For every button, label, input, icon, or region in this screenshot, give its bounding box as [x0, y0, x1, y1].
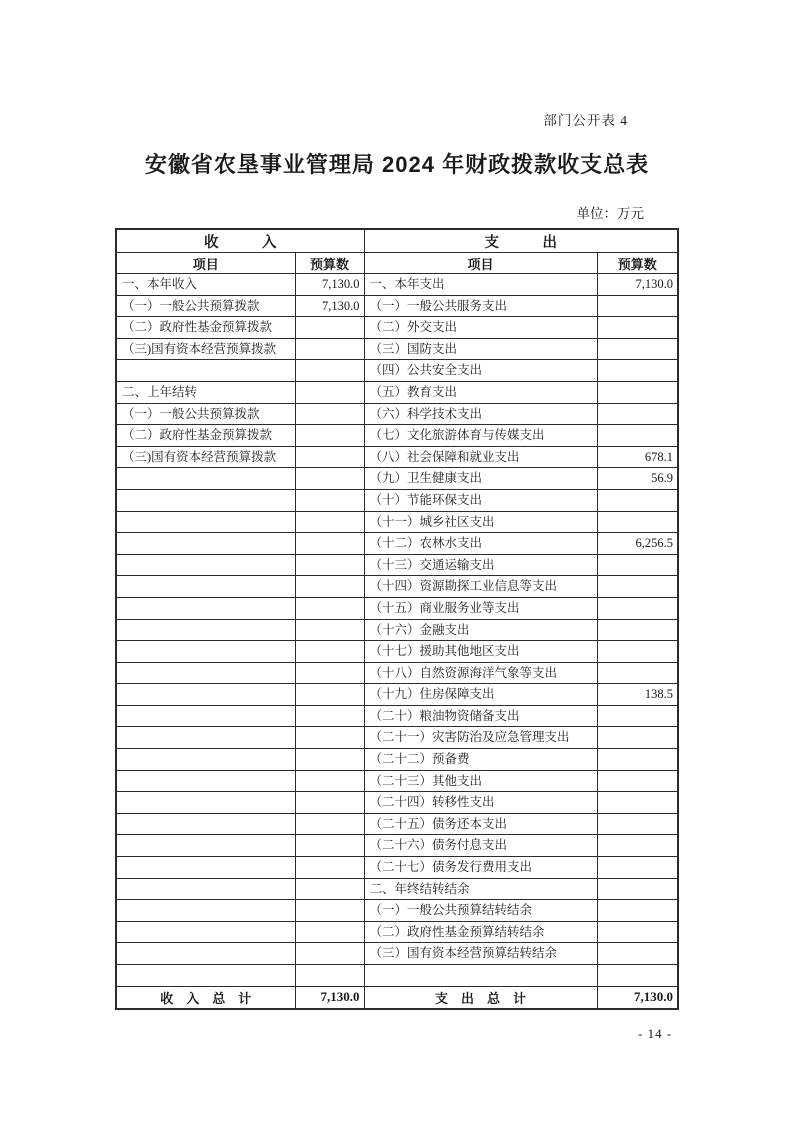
expense-budget-cell	[597, 965, 678, 987]
expense-item-cell: （三）国有资本经营预算结转结余	[364, 943, 597, 965]
total-row	[116, 986, 678, 1009]
expense-budget-cell	[597, 403, 678, 425]
expense-item-cell: （十九）住房保障支出	[364, 684, 597, 706]
income-budget-cell	[295, 813, 364, 835]
expense-budget-cell: 6,256.5	[597, 533, 678, 555]
table-row	[116, 662, 678, 684]
expense-item-cell	[364, 965, 597, 987]
income-budget-cell	[295, 921, 364, 943]
table-row	[116, 619, 678, 641]
expense-budget-cell	[597, 835, 678, 857]
income-item-cell	[116, 857, 295, 879]
income-item-cell	[116, 965, 295, 987]
table-row	[116, 900, 678, 922]
income-item-cell: （三)国有资本经营预算拨款	[116, 446, 295, 468]
income-budget-cell	[295, 662, 364, 684]
expense-item-cell: （十六）金融支出	[364, 619, 597, 641]
expense-item-column-header: 项目	[364, 253, 597, 274]
income-item-cell	[116, 770, 295, 792]
income-item-cell	[116, 641, 295, 663]
table-row	[116, 274, 678, 296]
expense-budget-cell	[597, 619, 678, 641]
income-budget-cell	[295, 446, 364, 468]
table-row	[116, 749, 678, 771]
expense-budget-cell	[597, 705, 678, 727]
table-row	[116, 943, 678, 965]
income-item-cell	[116, 792, 295, 814]
income-item-cell	[116, 835, 295, 857]
expense-item-cell: （二十七）债务发行费用支出	[364, 857, 597, 879]
expense-budget-cell	[597, 317, 678, 339]
table-row	[116, 641, 678, 663]
expense-budget-cell	[597, 749, 678, 771]
table-row	[116, 921, 678, 943]
income-item-cell: （一）一般公共预算拨款	[116, 403, 295, 425]
income-budget-cell	[295, 597, 364, 619]
table-row	[116, 403, 678, 425]
expense-item-cell: （二十四）转移性支出	[364, 792, 597, 814]
expense-item-cell: （十二）农林水支出	[364, 533, 597, 555]
expense-item-cell: （十四）资源勘探工业信息等支出	[364, 576, 597, 598]
table-row	[116, 857, 678, 879]
income-budget-cell	[295, 835, 364, 857]
income-item-cell	[116, 576, 295, 598]
income-budget-cell	[295, 533, 364, 555]
expense-item-cell: （九）卫生健康支出	[364, 468, 597, 490]
expense-item-cell: （五）教育支出	[364, 381, 597, 403]
income-item-cell	[116, 900, 295, 922]
income-item-cell	[116, 662, 295, 684]
expense-budget-cell	[597, 792, 678, 814]
income-item-cell	[116, 943, 295, 965]
table-row	[116, 317, 678, 339]
page-title: 安徽省农垦事业管理局 2024 年财政拨款收支总表	[144, 152, 650, 177]
expense-section-header: 支 出	[364, 229, 678, 253]
table-row	[116, 792, 678, 814]
expense-budget-cell	[597, 813, 678, 835]
table-row	[116, 489, 678, 511]
expense-budget-cell	[597, 597, 678, 619]
income-budget-cell	[295, 641, 364, 663]
income-item-cell	[116, 619, 295, 641]
expense-budget-cell	[597, 921, 678, 943]
expense-item-cell: （二十一）灾害防治及应急管理支出	[364, 727, 597, 749]
income-budget-cell	[295, 403, 364, 425]
expense-item-cell: （二）外交支出	[364, 317, 597, 339]
income-item-cell	[116, 554, 295, 576]
income-item-cell	[116, 749, 295, 771]
expense-budget-cell	[597, 727, 678, 749]
income-item-cell	[116, 468, 295, 490]
expense-budget-cell	[597, 857, 678, 879]
income-budget-cell	[295, 749, 364, 771]
expense-item-cell: （二十）粮油物资储备支出	[364, 705, 597, 727]
income-section-header: 收 入	[116, 229, 364, 253]
expense-budget-cell	[597, 381, 678, 403]
expense-budget-cell	[597, 338, 678, 360]
table-row	[116, 425, 678, 447]
income-budget-cell	[295, 360, 364, 382]
table-row	[116, 727, 678, 749]
income-item-cell	[116, 360, 295, 382]
expense-budget-cell: 678.1	[597, 446, 678, 468]
table-row	[116, 965, 678, 987]
expense-budget-cell: 7,130.0	[597, 274, 678, 296]
income-budget-cell	[295, 965, 364, 987]
table-row	[116, 533, 678, 555]
table-row	[116, 338, 678, 360]
income-budget-cell	[295, 943, 364, 965]
income-budget-cell: 7,130.0	[295, 295, 364, 317]
expense-item-cell: （十七）援助其他地区支出	[364, 641, 597, 663]
expense-budget-cell	[597, 641, 678, 663]
expense-item-cell: （一）一般公共服务支出	[364, 295, 597, 317]
expense-item-cell: （十）节能环保支出	[364, 489, 597, 511]
income-item-cell	[116, 489, 295, 511]
expense-item-cell: （十三）交通运输支出	[364, 554, 597, 576]
table-row	[116, 554, 678, 576]
expense-budget-cell	[597, 489, 678, 511]
income-budget-cell	[295, 684, 364, 706]
column-header-row	[116, 253, 678, 274]
expense-budget-cell: 138.5	[597, 684, 678, 706]
income-item-cell: （一）一般公共预算拨款	[116, 295, 295, 317]
expense-budget-cell	[597, 943, 678, 965]
expense-budget-cell	[597, 662, 678, 684]
income-budget-cell	[295, 338, 364, 360]
income-total-label: 收 入 总 计	[116, 986, 295, 1009]
table-row	[116, 813, 678, 835]
expense-item-cell: （四）公共安全支出	[364, 360, 597, 382]
income-item-cell	[116, 533, 295, 555]
expense-total-label: 支 出 总 计	[364, 986, 597, 1009]
income-total-value: 7,130.0	[295, 986, 364, 1009]
income-item-cell: 二、上年结转	[116, 381, 295, 403]
expense-budget-cell: 56.9	[597, 468, 678, 490]
income-item-cell: 一、本年收入	[116, 274, 295, 296]
table-row	[116, 446, 678, 468]
income-item-cell	[116, 813, 295, 835]
expense-budget-cell	[597, 576, 678, 598]
income-item-cell	[116, 921, 295, 943]
table-row	[116, 770, 678, 792]
table-row	[116, 878, 678, 900]
expense-item-cell: （二十三）其他支出	[364, 770, 597, 792]
income-budget-cell	[295, 727, 364, 749]
income-item-column-header: 项目	[116, 253, 295, 274]
expense-budget-cell	[597, 425, 678, 447]
expense-budget-column-header: 预算数	[597, 253, 678, 274]
income-budget-column-header: 预算数	[295, 253, 364, 274]
table-body	[116, 274, 678, 987]
expense-item-cell: （二十二）预备费	[364, 749, 597, 771]
table-row	[116, 511, 678, 533]
section-header-row	[116, 229, 678, 253]
expense-total-value: 7,130.0	[597, 986, 678, 1009]
budget-table	[115, 228, 679, 1010]
income-item-cell: （三)国有资本经营预算拨款	[116, 338, 295, 360]
income-budget-cell	[295, 857, 364, 879]
income-budget-cell	[295, 878, 364, 900]
income-budget-cell	[295, 705, 364, 727]
table-row	[116, 468, 678, 490]
expense-item-cell: （二）政府性基金预算结转结余	[364, 921, 597, 943]
expense-budget-cell	[597, 511, 678, 533]
income-budget-cell	[295, 576, 364, 598]
income-budget-cell	[295, 619, 364, 641]
income-item-cell	[116, 727, 295, 749]
income-budget-cell	[295, 900, 364, 922]
expense-item-cell: （十一）城乡社区支出	[364, 511, 597, 533]
form-label: 部门公开表 4	[543, 113, 628, 128]
expense-item-cell: 二、年终结转结余	[364, 878, 597, 900]
expense-item-cell: （七）文化旅游体育与传媒支出	[364, 425, 597, 447]
expense-budget-cell	[597, 770, 678, 792]
income-item-cell: （二）政府性基金预算拨款	[116, 317, 295, 339]
table-row	[116, 381, 678, 403]
income-item-cell	[116, 684, 295, 706]
expense-budget-cell	[597, 295, 678, 317]
income-budget-cell	[295, 489, 364, 511]
income-item-cell	[116, 511, 295, 533]
expense-item-cell: （一）一般公共预算结转结余	[364, 900, 597, 922]
income-budget-cell	[295, 770, 364, 792]
income-budget-cell	[295, 792, 364, 814]
expense-item-cell: （十八）自然资源海洋气象等支出	[364, 662, 597, 684]
expense-item-cell: （十五）商业服务业等支出	[364, 597, 597, 619]
page-number: - 14 -	[638, 1026, 673, 1041]
expense-budget-cell	[597, 878, 678, 900]
income-budget-cell: 7,130.0	[295, 274, 364, 296]
table-row	[116, 684, 678, 706]
table-row	[116, 705, 678, 727]
unit-label: 单位：万元	[576, 206, 644, 221]
expense-item-cell: （二十五）债务还本支出	[364, 813, 597, 835]
income-item-cell	[116, 705, 295, 727]
income-budget-cell	[295, 425, 364, 447]
expense-budget-cell	[597, 900, 678, 922]
income-budget-cell	[295, 554, 364, 576]
table-row	[116, 360, 678, 382]
income-item-cell	[116, 597, 295, 619]
income-item-cell: （二）政府性基金预算拨款	[116, 425, 295, 447]
expense-budget-cell	[597, 554, 678, 576]
income-item-cell	[116, 878, 295, 900]
expense-item-cell: （三）国防支出	[364, 338, 597, 360]
expense-item-cell: （二十六）债务付息支出	[364, 835, 597, 857]
income-budget-cell	[295, 381, 364, 403]
table-row	[116, 597, 678, 619]
income-budget-cell	[295, 468, 364, 490]
expense-item-cell: （八）社会保障和就业支出	[364, 446, 597, 468]
expense-budget-cell	[597, 360, 678, 382]
table-row	[116, 576, 678, 598]
table-row	[116, 835, 678, 857]
table-row	[116, 295, 678, 317]
expense-item-cell: （六）科学技术支出	[364, 403, 597, 425]
expense-item-cell: 一、本年支出	[364, 274, 597, 296]
income-budget-cell	[295, 317, 364, 339]
income-budget-cell	[295, 511, 364, 533]
